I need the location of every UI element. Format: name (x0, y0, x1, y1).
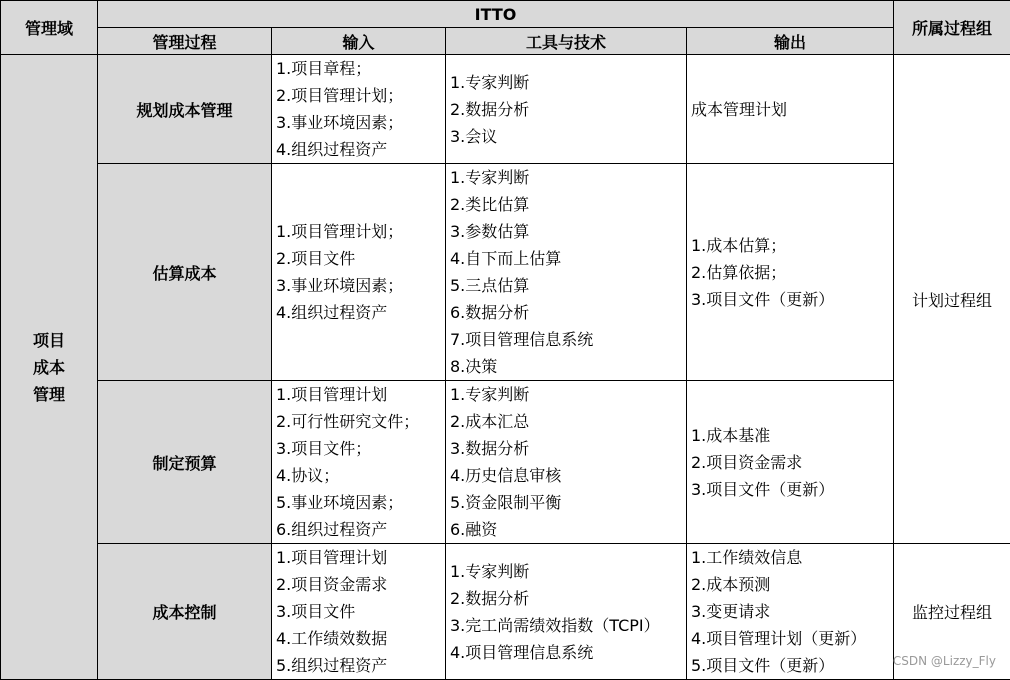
process-determine-budget: 制定预算 (98, 381, 272, 544)
input-item: 3.事业环境因素； (276, 109, 445, 136)
input-item: 2.项目管理计划； (276, 82, 445, 109)
header-outputs: 输出 (687, 28, 894, 55)
group-planning: 计划过程组 (894, 55, 1010, 544)
input-item: 1.项目管理计划 (276, 544, 445, 571)
outputs-cell (687, 381, 894, 544)
tool-item: 5.资金限制平衡 (450, 489, 686, 516)
input-item: 3.事业环境因素； (276, 272, 445, 299)
tools-cell (446, 544, 687, 680)
tool-item: 2.数据分析 (450, 585, 686, 612)
input-item: 4.协议； (276, 462, 445, 489)
tool-item: 1.专家判断 (450, 558, 686, 585)
tool-item: 3.数据分析 (450, 435, 686, 462)
inputs-cell (272, 544, 446, 680)
input-item: 5.组织过程资产 (276, 652, 445, 679)
tool-item: 7.项目管理信息系统 (450, 326, 686, 353)
domain-line: 项目 (1, 327, 97, 354)
header-tools: 工具与技术 (446, 28, 687, 55)
watermark: CSDN @Lizzy_Fly (893, 654, 996, 668)
domain-line: 管理 (1, 381, 97, 408)
input-item: 1.项目管理计划 (276, 381, 445, 408)
tool-item: 4.项目管理信息系统 (450, 639, 686, 666)
domain-cell (1, 55, 98, 680)
input-item: 4.工作绩效数据 (276, 625, 445, 652)
inputs-cell (272, 164, 446, 381)
output-item: 4.项目管理计划（更新） (691, 625, 893, 652)
tool-item: 5.三点估算 (450, 272, 686, 299)
domain-line: 成本 (1, 354, 97, 381)
inputs-cell (272, 381, 446, 544)
tool-item: 1.专家判断 (450, 69, 686, 96)
header-itto: ITTO (98, 1, 894, 28)
input-item: 2.项目资金需求 (276, 571, 445, 598)
tool-item: 3.参数估算 (450, 218, 686, 245)
process-estimate-cost: 估算成本 (98, 164, 272, 381)
input-item: 1.项目章程； (276, 55, 445, 82)
tool-item: 2.数据分析 (450, 96, 686, 123)
tool-item: 6.数据分析 (450, 299, 686, 326)
tools-cell (446, 55, 687, 164)
input-item: 6.组织过程资产 (276, 516, 445, 543)
header-domain: 管理域 (1, 1, 98, 55)
tool-item: 2.类比估算 (450, 191, 686, 218)
input-item: 4.组织过程资产 (276, 299, 445, 326)
output-item: 2.估算依据； (691, 259, 893, 286)
output-item: 2.成本预测 (691, 571, 893, 598)
outputs-cell (687, 164, 894, 381)
input-item: 5.事业环境因素； (276, 489, 445, 516)
inputs-cell (272, 55, 446, 164)
tool-item: 8.决策 (450, 353, 686, 380)
input-item: 3.项目文件； (276, 435, 445, 462)
tools-cell (446, 164, 687, 381)
tool-item: 4.历史信息审核 (450, 462, 686, 489)
tool-item: 2.成本汇总 (450, 408, 686, 435)
tool-item: 1.专家判断 (450, 164, 686, 191)
output-item: 1.成本基准 (691, 422, 893, 449)
tool-item: 4.自下而上估算 (450, 245, 686, 272)
input-item: 2.可行性研究文件； (276, 408, 445, 435)
output-item: 3.变更请求 (691, 598, 893, 625)
output-item: 1.工作绩效信息 (691, 544, 893, 571)
output-item: 成本管理计划 (691, 96, 893, 123)
process-control-cost: 成本控制 (98, 544, 272, 680)
input-item: 3.项目文件 (276, 598, 445, 625)
output-item: 3.项目文件（更新） (691, 476, 893, 503)
input-item: 1.项目管理计划； (276, 218, 445, 245)
output-item: 5.项目文件（更新） (691, 652, 893, 679)
tool-item: 1.专家判断 (450, 381, 686, 408)
tool-item: 6.融资 (450, 516, 686, 543)
header-group: 所属过程组 (894, 1, 1010, 55)
tool-item: 3.完工尚需绩效指数（TCPI） (450, 612, 686, 639)
output-item: 2.项目资金需求 (691, 449, 893, 476)
output-item: 1.成本估算； (691, 232, 893, 259)
input-item: 4.组织过程资产 (276, 136, 445, 163)
header-inputs: 输入 (272, 28, 446, 55)
tools-cell (446, 381, 687, 544)
input-item: 2.项目文件 (276, 245, 445, 272)
header-process: 管理过程 (98, 28, 272, 55)
outputs-cell (687, 55, 894, 164)
group-monitoring: 监控过程组 (894, 544, 1010, 680)
process-plan-cost: 规划成本管理 (98, 55, 272, 164)
output-item: 3.项目文件（更新） (691, 286, 893, 313)
outputs-cell (687, 544, 894, 680)
tool-item: 3.会议 (450, 123, 686, 150)
